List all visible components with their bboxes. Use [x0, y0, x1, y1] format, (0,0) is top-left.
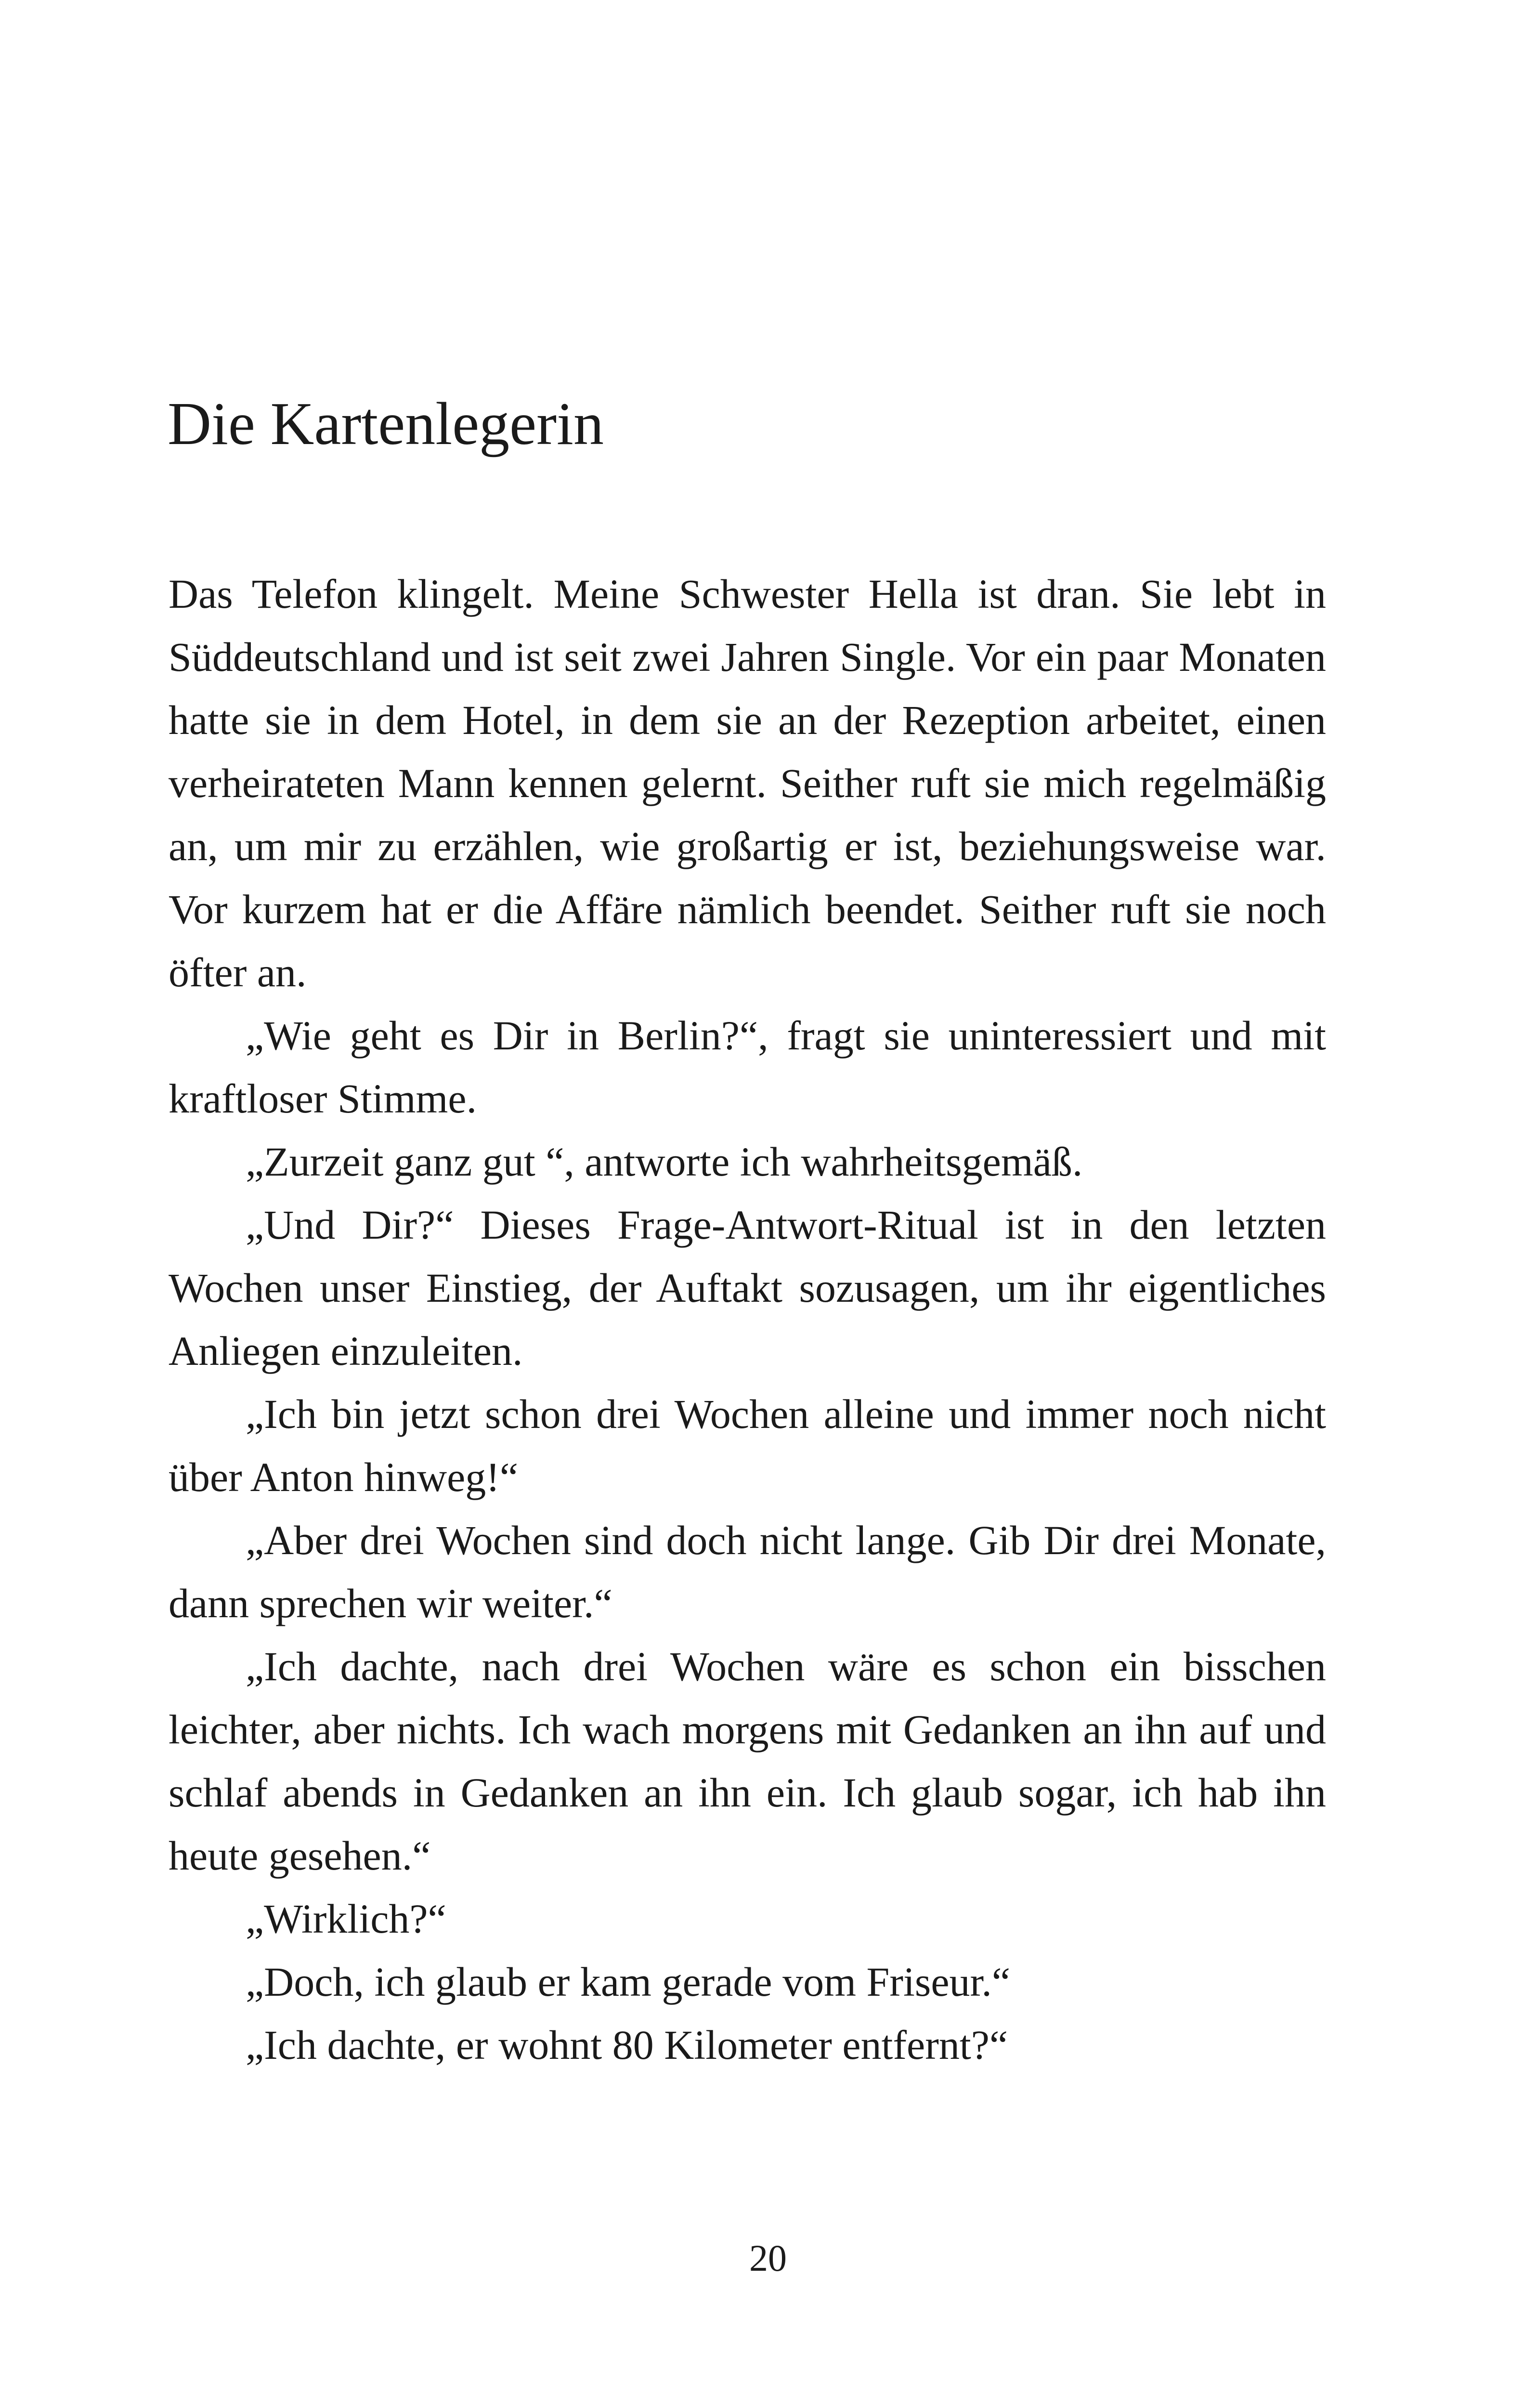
paragraph: „Und Dir?“ Dieses Frage-Antwort-Ritual ist in den letzten Wochen unser Einstieg, der Auftakt sozusagen, um ihr eigentliches Anliegen einzuleiten. — [169, 1202, 1326, 1374]
paragraph: „Doch, ich glaub er kam gerade vom Friseur.“ — [246, 1959, 1011, 2005]
paragraph: „Zurzeit ganz gut “, antworte ich wahrheitsgemäß. — [246, 1139, 1083, 1185]
body-text — [169, 563, 1326, 2077]
paragraph: Das Telefon klingelt. Meine Schwester Hella ist dran. Sie lebt in Süddeutschland und ist seit zwei Jahren Single. Vor ein paar Monaten hatte sie in dem Hotel, in dem sie an der Rezeption arbeitet, einen verheirateten Mann kennen gelernt. Seither ruft sie mich regelmäßig an, um mir zu erzählen, wie großartig er ist, beziehungsweise war. Vor kurzem hat er die Affäre nämlich beendet. Seither ruft sie noch öfter an. — [169, 571, 1326, 995]
paragraph: „Ich dachte, er wohnt 80 Kilometer entfernt?“ — [246, 2022, 1008, 2068]
page-number: 20 — [749, 2237, 787, 2279]
paragraph: „Ich bin jetzt schon drei Wochen alleine und immer noch nicht über Anton hinweg!“ — [169, 1391, 1326, 1500]
paragraph: „Wirklich?“ — [246, 1896, 446, 1942]
paragraph: „Wie geht es Dir in Berlin?“, fragt sie uninteressiert und mit kraftloser Stimme. — [169, 1012, 1326, 1122]
chapter-title: Die Kartenlegerin — [168, 391, 604, 458]
paragraph: „Ich dachte, nach drei Wochen wäre es schon ein bisschen leichter, aber nichts. Ich wach morgens mit Gedanken an ihn auf und schlaf abends in Gedanken an ihn ein. Ich glaub sogar, ich hab ihn heute gesehen.“ — [169, 1643, 1326, 1879]
paragraph: „Aber drei Wochen sind doch nicht lange. Gib Dir drei Monate, dann sprechen wir weiter.“ — [169, 1517, 1326, 1626]
